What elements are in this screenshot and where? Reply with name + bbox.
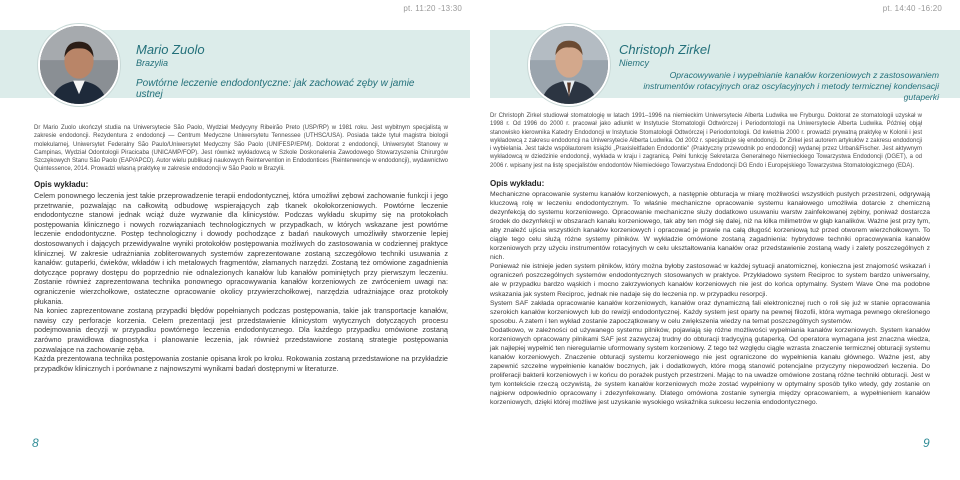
speaker-photo xyxy=(528,24,610,106)
speaker-name: Mario Zuolo xyxy=(136,42,205,57)
paragraph: Każda prezentowana technika postępowania zostanie opisana krok po kroku. Rokowania zostaną przedstawione na przykładzie przypadków klinicznych i porównane z najnowszymi wynikami badań dostępnymi w literaturze. xyxy=(34,354,448,373)
paragraph: Dodatkowo, w zależności od używanego systemu pilników, pojawiają się różne możliwości wypełniania kanałów korzeniowych. System kanałów korzeniowych opracowany pilnikami SAF jest zazwyczaj trudny do obturacji tradycyjną gutaperką. Od operatora wymagana jest znaczna wiedza, jak najlepiej wypełnić ten nieregularnie uformowany system korzeniowy. Z tego też względu ciągle wzrasta znaczenie termicznej obturacji systemu kanałów korzeniowych. Znaczenie obturacji systemu korzeniowego nie jest ograniczone do wypełnienia kanału głównego. Ważne jest, aby zapewnić szczelne wypełnienie kanałów bocznych, jak i dodatkowych, które mogą stanowić potencjalne przyczyny niepowodzeń leczenia. Do proliferacji bakterii korzeniowych i w końcu do porażek pustych przestrzeni. Mając to na uwadze omówione zostaną różne techniki obturacji. Jest w tym kontekście rzeczą oczywistą, że system kanałów korzeniowych może zostać wypełniony w optymalny sposób tylko wtedy, gdy zostanie on najpierw odpowiednio opracowany i zdezynfekowany. Dlatego omówiona zostanie synergia między opracowaniem, a wypełnieniem kanałów korzeniowych, dzięki której możliwe jest uzyskanie wysokiego wskaźnika sukcesu leczenia endodontycznego. xyxy=(490,326,930,407)
talk-title: Powtórne leczenie endodontyczne: jak zachować zęby w jamie ustnej xyxy=(136,78,415,100)
paragraph: Celem ponownego leczenia jest takie przeprowadzenie terapii endodontycznej, która umożliwi zębowi zachowanie funkcji i jego przetrwanie, pozwalając na całkowitą odbudowę wspierających ząb tkanek okołokorzeniowych. Powtórne leczenie endodontyczne stanowi jednak wciąż duże wyzwanie dla klinicystów. Podczas wykładu skupimy się na protokołach postępowania klinicznego i nowych rozwiązaniach technologicznych w przypadkach, w których wskazane jest powtórne leczenie endodontyczne. Postęp technologiczny i dowody pochodzące z badań naukowych umożliwiły stworzenie lepiej dostosowanych i dających przewidywalne wyniki protokołów postępowania możliwych do zastosowania w codziennej praktyce klinicznej. W zakresie udrażniania zobliterowanych systemów zaprezentowane zostaną szczegółowo techniki usuwania z kanałów: gutaperki, ćwieków, wkładów i ich metalowych fragmentów, złamanych narzędzi. Zostaną też omówione zagadnienia dotyczące poprawy dostępu do poprzednio nie odnalezionych kanałów lub kanałów pominiętych przy pierwszym leczeniu. Zostanie również zaprezentowana technika ponownego opracowywania kanałów korzeniowych ze zwróceniem uwagi na: ograniczenie wierzchołkowe, ostateczne opracowanie okolicy przywierzchołkowej, narzędzia udrażniające oraz protokoły płukania. xyxy=(34,191,448,306)
session-time: pt. 14:40 -16:20 xyxy=(882,4,942,13)
section-title: Opis wykładu: xyxy=(34,180,89,189)
speaker-bio: Dr Mario Zuolo ukończył studia na Uniwersytecie São Paolo, Wydział Medycyny Ribeirão Preto (USP/RP) w 1981 roku. Jest wybitnym specjalistą w zakresie endodoncji. Rezydentura z endodoncji — Centrum Medyczne Uniwersytetu Tennessee (UTHSC/USA). Posiada także tytuł magistra biologii molekularnej, Uniwersytet Federalny São Paulo/Uniwersytet Medyczny São Paolo (UNIFESP/EPM). Doktorat z endodoncji, Uniwersytet Stanowy w Campinas, Wydział Odontologii Piracicaba (UNICAMP/FOP). Jest również wykładowcą w Szkole Doskonalenia Zawodowego Stowarzyszenia Chirurgów Szczękowych Stanu São Paolo (EAP/APCD). Autor wielu publikacji naukowych Reintervention in Endodontices (Reinterwencje w endodoncji), wydawnictwo Quintessence, 2014. Prowadzi własną praktykę w zakresie endodoncji w São Paolo w Brazylii. xyxy=(34,125,448,173)
speaker-name: Christoph Zirkel xyxy=(619,42,711,57)
paragraph: System SAF zakłada opracowanie kanałów korzeniowych, kanałów oraz dynamiczną fali elektronicznej ruch o roli się już w stanie opracowania szerokich kanałów korzeniowych lub do rewizji endodontycznej. Każdy system jest oparty na pewnej filozofii, która wymaga pewnego określonego sposobu. A zatem i ten wykład zostanie zapoczątkowany w celu zwiększenia wiedzy na temat poszczególnych systemów. xyxy=(490,299,930,325)
lecture-description xyxy=(490,190,930,407)
page-number: 9 xyxy=(923,436,930,450)
speaker-photo xyxy=(38,24,120,106)
paragraph: Na koniec zaprezentowane zostaną przypadki błędów popełnianych podczas postępowania, takie jak transportacje kanałów, nawisy czy perforacje korzenia. Celem prezentacji jest przedstawienie klinicystom wytycznych dotyczących procesu podejmowania decyzji w przypadku powtórnego leczenia endodontycznego. Dla każdego przypadku omówione zostaną zarówno prawidłowa diagnostyka i planowanie leczenia, jak również przedstawione zostaną strategie postępowania pozwalające na zachowanie zęba. xyxy=(34,306,448,354)
speaker-country: Niemcy xyxy=(619,58,650,68)
section-title: Opis wykładu: xyxy=(490,179,545,188)
speaker-portrait-icon xyxy=(530,26,608,104)
lecture-description xyxy=(34,191,448,373)
speaker-country: Brazylia xyxy=(136,58,169,68)
page-number: 8 xyxy=(32,436,39,450)
right-page xyxy=(480,0,960,480)
session-time: pt. 11:20 -13:30 xyxy=(403,4,462,13)
speaker-portrait-icon xyxy=(40,26,118,104)
talk-title: Opracowywanie i wypełnianie kanałów korzeniowych z zastosowaniem instrumentów rotacyjnych oraz oscylacyjnych i metody termicznej kondensacji gutaperki xyxy=(643,70,939,102)
paragraph: Mechaniczne opracowanie systemu kanałów korzeniowych, a następnie obturacja w miarę możliwości wszystkich pustych przestrzeni, odgrywają kluczową rolę w leczeniu endodontycznym. To właśnie mechaniczne opracowanie systemu kanałowego umożliwia dotarcie z chemiczną dezynfekcją do systemu korzeniowego. Opracowanie mechaniczne służy dodatkowo usuwaniu warstw zainfekowanej zębiny, poniważ dostarcza środek do dezynfekcji w obszarach kanału korzeniowego, tak aby ten mógł się dalej, niż na kilka milimetrów w głąb kanalików. Ważne jest przy tym, aby znaleźć ujścia wszystkich kanałów korzeniowych i opracować je prawie na całą długość korzeniową tuż przed otworem wierzchołkowym. To ciągle tego celu służą różne systemy pilników. W wykładzie omówione zostaną zagadnienia: hybrydowe techniki opracowywania kanałów korzeniowych przy użyciu instrumentów rotacyjnych w celu ukształtowania kanałów oraz przedstawienie zostaną wady i zalety poszczególnych z nich. xyxy=(490,191,930,262)
speaker-bio: Dr Christoph Zirkel studiował stomatologię w latach 1991–1996 na niemieckim Uniwersytecie Alberta Ludwika we Fryburgu. Doktorat ze stomatologii uzyskał w 1998 r. Od 1996 do 2000 r. pracował jako adiunkt w Instytucie Stomatologii Odtwórczej i Periodontologii na Uniwersytecie Alberta Ludwika. Później objął stanowisko kierownika Katedry Endodoncji w Instytucie Stomatologii Odtwórczej i Periodontologii. Od kwietnia 2000 r. prowadzi prywatną praktykę w Kolonii i jest wykładowcą z zakresu endodoncji na Uniwersytecie Alberta Ludwika. Od 2002 r. specjalizuje się endodoncji. Dr Zirkel jest autorem artykułów z zakresu endodoncji i wybielania. Jest także współautorem książki „Praxisleitfaden Endodontie" (Praktyczny przewodnik po endodoncji) wydanej przez Urban&Fischer. Jest aktywnym wykładowcą w dziedzinie endodoncji, wykłada w kraju i zagranicą. Pełni funkcję Sekretarza Generalnego Niemieckiego Towarzystwa Endodoncji (DGET), a od 2006 r. wpisany jest na listę specjalistów endodontów Niemieckiego Towarzystwa Endodoncji DG Endo i Europejskiego Towarzystwa Stomatologicznego (EDA). xyxy=(490,113,922,169)
paragraph: Ponieważ nie istnieje jeden system pilników, który można byłoby zastosować w każdej sytuacji anatomicznej, konieczna jest znajomość wskazań i ograniczeń poszczególnych systemów endodontycznych stosowanych w praktyce. Przykładowo system Reciproc to system bardzo uniwersalny, ale w przypadku bardzo wąskich i mocno zakrzywionych kanałów korzeniowych nie jest do końca optymalny. System Wave One ma podobne wskazania jak system Reciproc, jednak nie nadaje się do leczenia np. w przypadku resorpcji. xyxy=(490,263,930,298)
